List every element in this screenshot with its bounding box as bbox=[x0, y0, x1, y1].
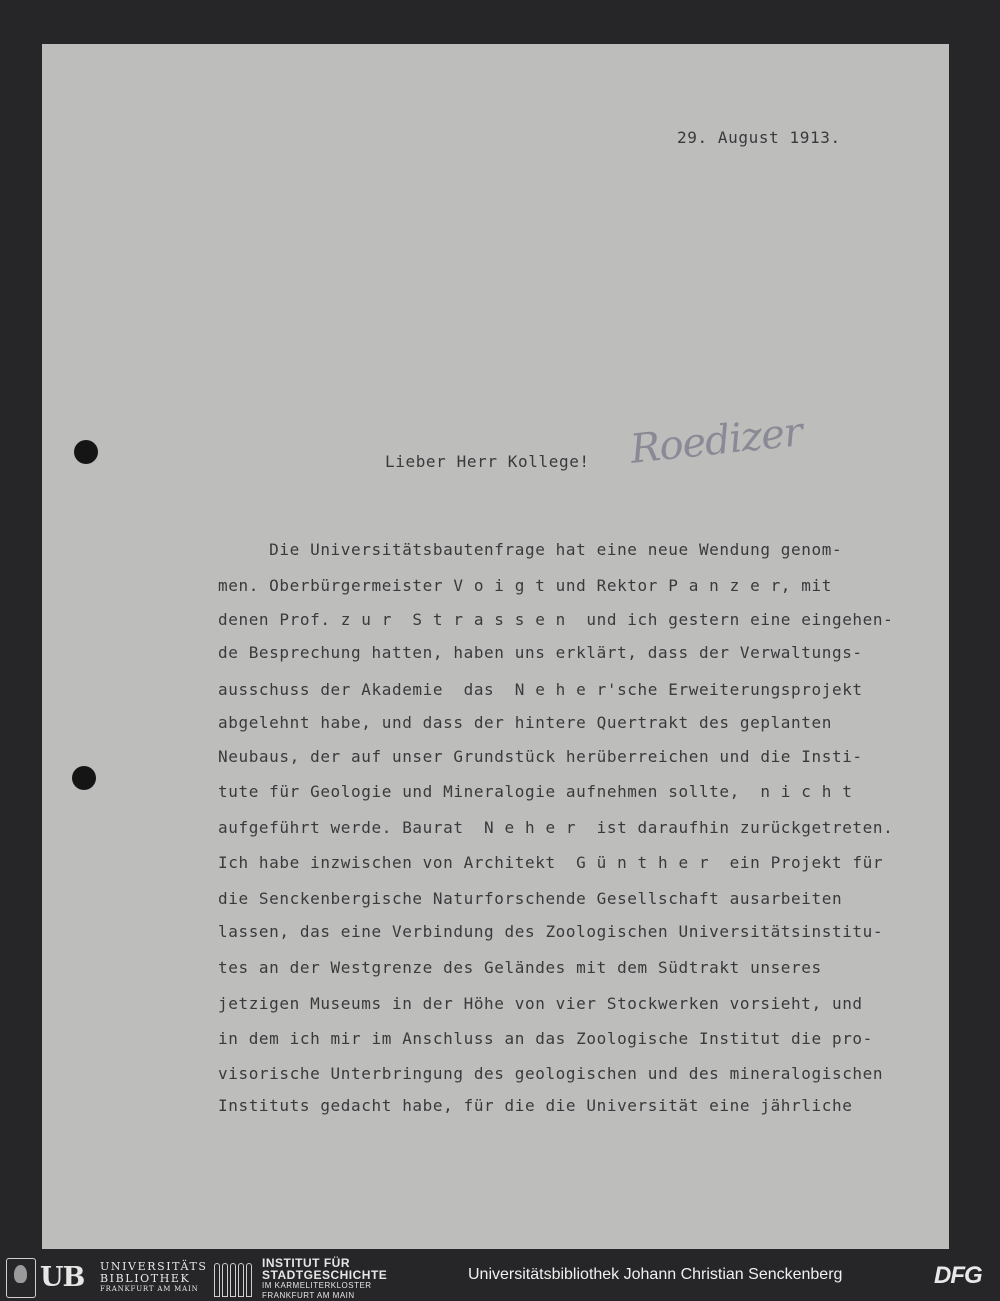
body-line: in dem ich mir im Anschluss an das Zoologische Institut die pro- bbox=[218, 1029, 873, 1048]
punch-hole-bottom bbox=[72, 766, 96, 790]
body-line: Ich habe inzwischen von Architekt G ü n t h e r ein Projekt für bbox=[218, 853, 884, 872]
portrait-icon bbox=[6, 1258, 36, 1298]
handwritten-signature: Roedizer bbox=[628, 409, 805, 473]
isg-line-3: IM KARMELITERKLOSTER bbox=[262, 1281, 372, 1290]
isg-line-4: FRANKFURT AM MAIN bbox=[262, 1291, 355, 1300]
body-line: Instituts gedacht habe, für die die Universität eine jährliche bbox=[218, 1096, 853, 1115]
body-line: Die Universitätsbautenfrage hat eine neue Wendung genom- bbox=[218, 540, 843, 559]
body-line: Neubaus, der auf unser Grundstück herüberreichen und die Insti- bbox=[218, 747, 863, 766]
ub-line-3: FRANKFURT AM MAIN bbox=[100, 1285, 199, 1293]
body-line: jetzigen Museums in der Höhe von vier Stockwerken vorsieht, und bbox=[218, 994, 863, 1013]
body-line: denen Prof. z u r S t r a s s e n und ich gestern eine eingehen- bbox=[218, 610, 894, 629]
columns-icon bbox=[214, 1259, 254, 1297]
letter-salutation: Lieber Herr Kollege! bbox=[385, 452, 590, 471]
body-line: de Besprechung hatten, haben uns erklärt, dass der Verwaltungs- bbox=[218, 643, 863, 662]
ub-line-2: BIBLIOTHEK bbox=[100, 1272, 191, 1285]
library-title-link[interactable]: Universitätsbibliothek Johann Christian Senckenberg bbox=[468, 1266, 843, 1283]
body-line: tes an der Westgrenze des Geländes mit dem Südtrakt unseres bbox=[218, 958, 822, 977]
isg-line-1: INSTITUT FÜR bbox=[262, 1256, 350, 1270]
body-line: visorische Unterbringung des geologischen und des mineralogischen bbox=[218, 1064, 884, 1083]
body-line: tute für Geologie und Mineralogie aufnehmen sollte, n i c h t bbox=[218, 782, 853, 801]
body-line: ausschuss der Akademie das N e h e r'sche Erweiterungsprojekt bbox=[218, 680, 863, 699]
body-line: die Senckenbergische Naturforschende Gesellschaft ausarbeiten bbox=[218, 889, 843, 908]
ub-logo-letters: UB bbox=[40, 1262, 85, 1293]
footer-bar bbox=[0, 1252, 1000, 1301]
ub-logo-text bbox=[100, 1261, 208, 1294]
punch-hole-top bbox=[74, 440, 98, 464]
dfg-logo[interactable]: DFG bbox=[934, 1262, 982, 1289]
isg-line-2: STADTGESCHICHTE bbox=[262, 1268, 388, 1282]
letter-date: 29. August 1913. bbox=[677, 128, 841, 147]
isg-logo[interactable] bbox=[262, 1257, 387, 1301]
body-line: aufgeführt werde. Baurat N e h e r ist daraufhin zurückgetreten. bbox=[218, 818, 894, 837]
body-line: abgelehnt habe, und dass der hintere Quertrakt des geplanten bbox=[218, 713, 832, 732]
body-line: lassen, das eine Verbindung des Zoologischen Universitätsinstitu- bbox=[218, 922, 884, 941]
body-line: men. Oberbürgermeister V o i g t und Rektor P a n z e r, mit bbox=[218, 576, 832, 595]
ub-line-1: UNIVERSITÄTS bbox=[100, 1260, 208, 1273]
